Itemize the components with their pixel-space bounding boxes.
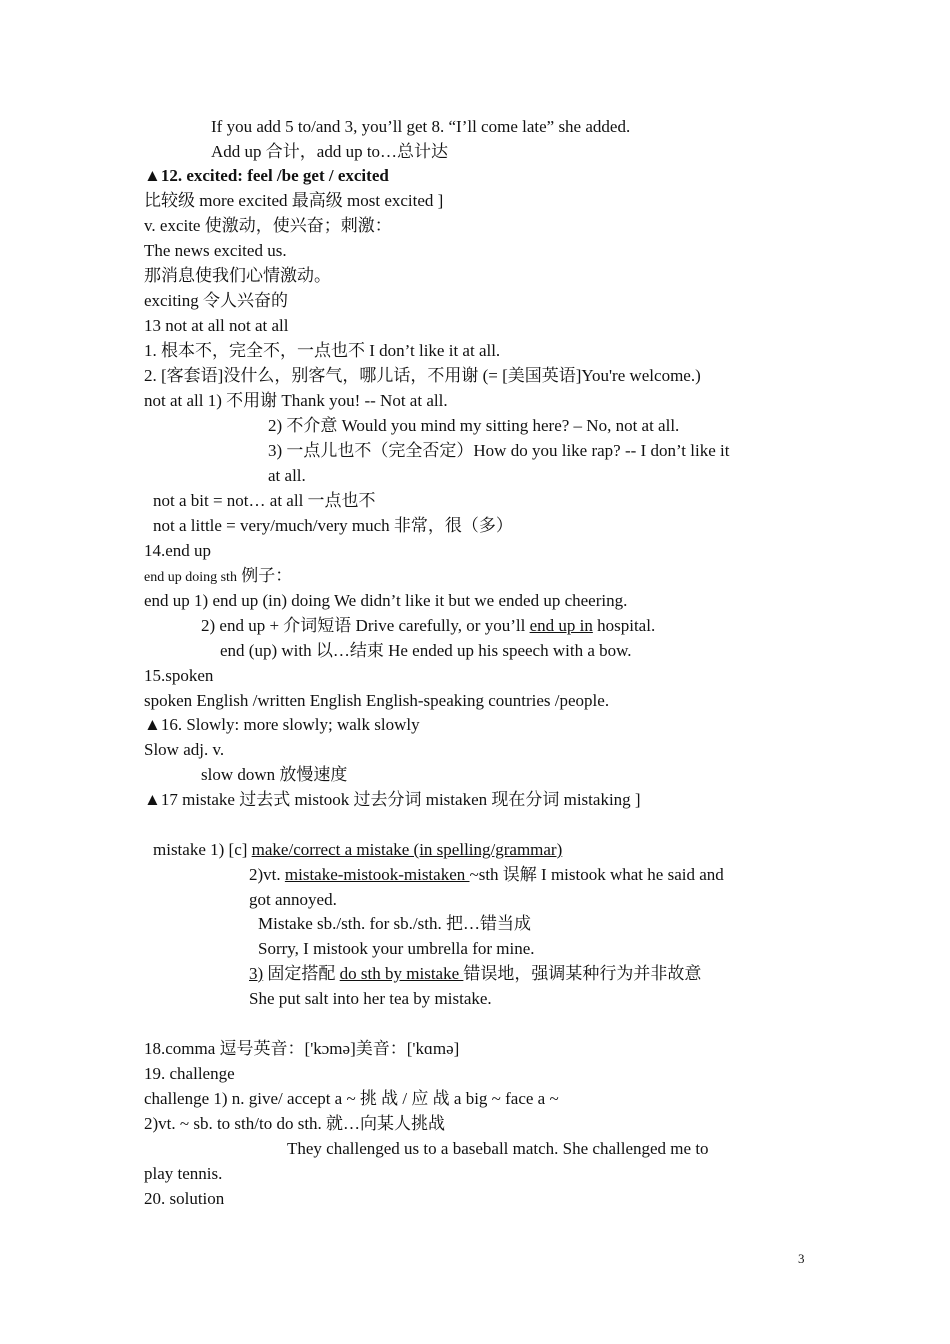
text-line: end up 1) end up (in) doing We didn’t like it but we ended up cheering.	[144, 591, 628, 610]
text-line: not a little = very/much/very much 非常，很（多）	[153, 516, 513, 535]
text-line	[144, 566, 292, 588]
section-heading: 14.end up	[144, 541, 212, 560]
underlined-phrase: end up in	[529, 616, 593, 635]
text-line: exciting 令人兴奋的	[144, 291, 289, 310]
text-line: challenge 1) n. give/ accept a ~ 挑 战 / 应 战 a big ~ face a ~	[144, 1089, 559, 1108]
text-line	[249, 865, 724, 885]
underlined-phrase: mistake-mistook-mistaken	[284, 865, 470, 884]
text-line: They challenged us to a baseball match. She challenged me to	[287, 1139, 709, 1158]
small-text: end up doing sth	[144, 570, 237, 585]
text-segment: mistake 1) [c]	[153, 840, 252, 859]
example-label: 例子：	[241, 566, 293, 585]
underlined-phrase: 3)	[249, 964, 264, 983]
text-line	[153, 840, 562, 860]
underlined-phrase: make/correct a mistake (in spelling/grammar)	[251, 840, 563, 859]
text-line: slow down 放慢速度	[201, 765, 348, 784]
text-segment: 2) end up + 介词短语 Drive carefully, or you’ll	[201, 616, 530, 635]
underlined-phrase: do sth by mistake	[339, 964, 464, 983]
text-line: spoken English /written English English-speaking countries /people.	[144, 691, 610, 710]
section-heading: ▲12. excited: feel /be get / excited	[144, 166, 389, 185]
text-line: Slow adj. v.	[144, 740, 225, 759]
section-heading: 18.comma 逗号英音：['kɔmə]美音：['kɑmə]	[144, 1039, 460, 1058]
text-line	[249, 964, 701, 984]
text-line: Mistake sb./sth. for sb./sth. 把…错当成	[258, 914, 531, 933]
text-line: 2. [客套语]没什么，别客气，哪儿话，不用谢 (= [美国英语]You're welcome.)	[144, 366, 701, 385]
text-line: v. excite 使激动，使兴奋；刺激：	[144, 216, 392, 235]
section-heading: 19. challenge	[144, 1064, 235, 1083]
text-line: not a bit = not… at all 一点也不	[153, 491, 376, 510]
text-line: 比较级 more excited 最高级 most excited ]	[144, 191, 444, 210]
text-segment: 固定搭配	[263, 964, 340, 983]
text-line: Add up 合计，add up to…总计达	[211, 142, 449, 161]
text-line: 3) 一点儿也不（完全否定）How do you like rap? -- I don’t like it	[268, 441, 730, 460]
text-line: Sorry, I mistook your umbrella for mine.	[258, 939, 535, 958]
section-heading: ▲17 mistake 过去式 mistook 过去分词 mistaken 现在分词 mistaking ]	[144, 790, 641, 809]
text-line: 1. 根本不，完全不，一点也不 I don’t like it at all.	[144, 341, 501, 360]
text-line: not at all 1) 不用谢 Thank you! -- Not at all.	[144, 391, 448, 410]
section-heading: 13 not at all not at all	[144, 316, 289, 335]
text-segment: ~sth 误解 I mistook what he said and	[469, 865, 724, 884]
text-line: at all.	[268, 466, 306, 485]
page-number: 3	[798, 1251, 805, 1266]
text-line: got annoyed.	[249, 890, 337, 909]
text-segment: 错误地，强调某种行为并非故意	[463, 964, 702, 983]
text-segment: hospital.	[592, 616, 656, 635]
section-heading: 20. solution	[144, 1189, 225, 1208]
text-line: 那消息使我们心情激动。	[144, 266, 331, 285]
section-heading: 15.spoken	[144, 666, 214, 685]
text-segment: 2)vt.	[249, 865, 285, 884]
text-line: end (up) with 以…结束 He ended up his speech with a bow.	[220, 641, 632, 660]
text-line: 2) 不介意 Would you mind my sitting here? – No, not at all.	[268, 416, 680, 435]
text-line	[201, 616, 655, 636]
text-line: She put salt into her tea by mistake.	[249, 989, 492, 1008]
text-line: play tennis.	[144, 1164, 223, 1183]
text-line: The news excited us.	[144, 241, 287, 260]
section-heading: ▲16. Slowly: more slowly; walk slowly	[144, 715, 420, 734]
text-line: 2)vt. ~ sb. to sth/to do sth. 就…向某人挑战	[144, 1114, 446, 1133]
text-line: If you add 5 to/and 3, you’ll get 8. “I’ll come late” she added.	[211, 117, 631, 136]
